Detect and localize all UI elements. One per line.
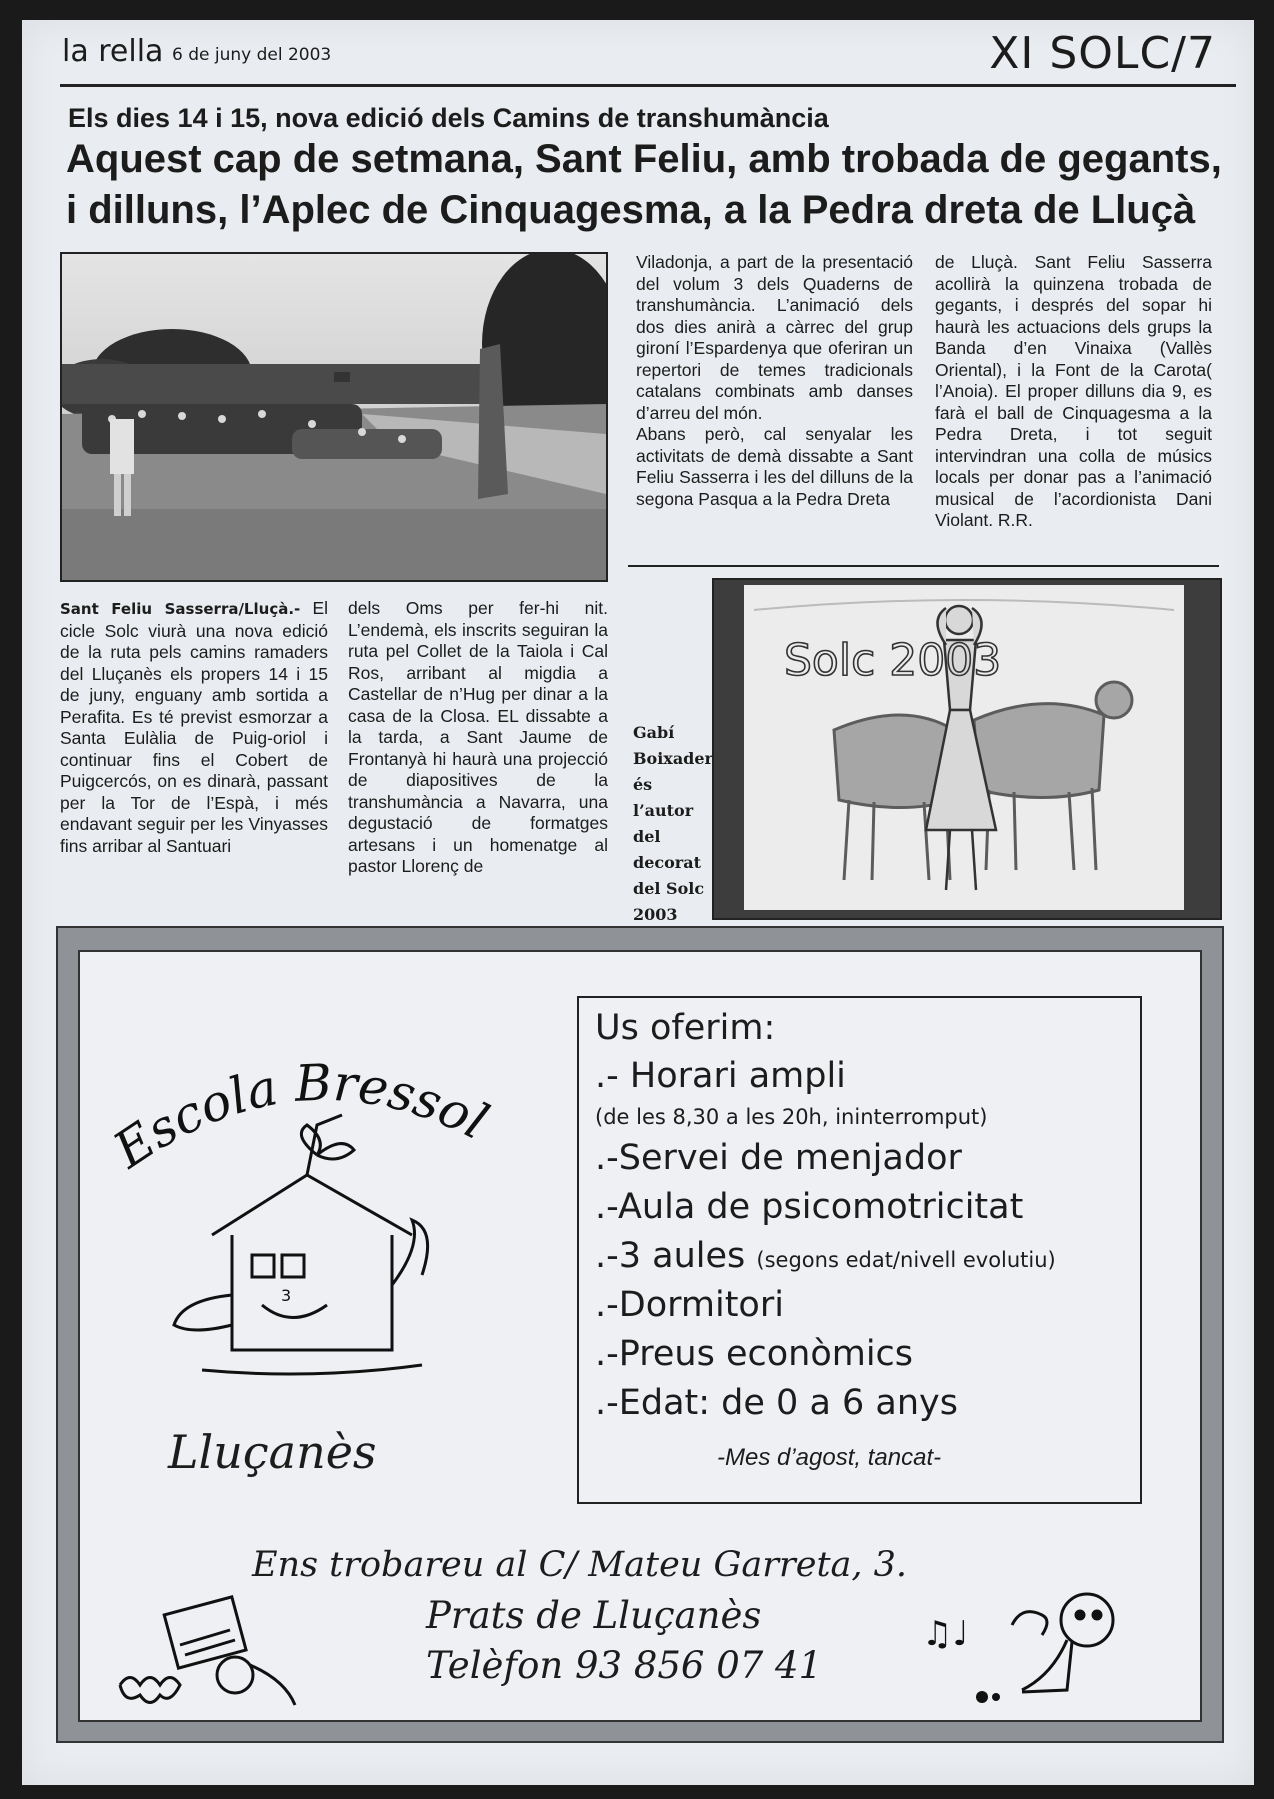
column-1-text: El cicle Solc viurà una nova edició de la ruta pels camins ramaders del Lluçanès els propers 14 i 15 de juny, enguany amb sortida a Perafita. Es té previst esmorzar a Santa Eulàlia de Puig-oriol i continuar fins el Cobert de Puigcercós, on es dinarà, passant per la Tor de l’Espà, i més endavant seguir per les Vinyasses fins arribar al Santuari bbox=[60, 598, 328, 856]
newspaper-page bbox=[22, 20, 1254, 1785]
offer-item: .-Dormitori bbox=[595, 1285, 784, 1325]
column-3-paragraph-2: Abans però, cal senyalar les activitats de demà dissabte a Sant Feliu Sasserra i les del dilluns de la segona Pasqua a la Pedra Dreta bbox=[636, 424, 913, 509]
offer-item: .- Horari ampli bbox=[595, 1056, 846, 1096]
offer-item: .-Aula de psicomotricitat bbox=[595, 1187, 1024, 1227]
article-column-2 bbox=[348, 598, 608, 878]
house-illustration bbox=[174, 1115, 428, 1374]
town-line: Prats de Lluçanès bbox=[426, 1594, 762, 1637]
publication-name: la rella bbox=[62, 34, 164, 69]
photo-caption: Gabí Boixader és l’autor del decorat del Solc 2003 bbox=[633, 723, 713, 924]
address-line: Ens trobareu al C/ Mateu Garreta, 3. bbox=[252, 1545, 908, 1585]
painting-text: Solc 2003 bbox=[784, 635, 1002, 686]
offer-heading: Us oferim: bbox=[595, 1008, 776, 1048]
phone-line: Telèfon 93 856 07 41 bbox=[426, 1644, 823, 1687]
article-column-4 bbox=[935, 252, 1212, 532]
column-2-text: dels Oms per fer-hi nit. L’endemà, els inscrits seguiran la ruta pel Collet de la Taiola i Cal Ros, arribant al migdia a Castellar de n’Hug per dinar a la casa de la Closa. EL dissabte a la tarda, a Sant Jaume de Frontanyà hi haurà una projecció de diapositives de la transhumància a Navarra, una degustació de formatges artesans i un homenatge al pastor Llorenç de bbox=[348, 598, 608, 876]
logo-subtitle: Lluçanès bbox=[168, 1425, 377, 1479]
singing-cartoon-icon bbox=[902, 1580, 1142, 1710]
offer-item: .-Servei de menjador bbox=[595, 1138, 962, 1178]
offer-item-main: .-3 aules bbox=[595, 1236, 746, 1276]
headline-line-1: Aquest cap de setmana, Sant Feliu, amb trobada de gegants, bbox=[66, 137, 1222, 181]
article-byline: Sant Feliu Sasserra/Lluçà.- bbox=[60, 600, 301, 618]
offer-item: .-Edat: de 0 a 6 anys bbox=[595, 1383, 958, 1423]
logo-title: Escola Bressol bbox=[103, 1053, 498, 1180]
offer-item: .-Preus econòmics bbox=[595, 1334, 914, 1374]
article-kicker: Els dies 14 i 15, nova edició dels Camins de transhumància bbox=[68, 103, 829, 133]
svg-text:Escola Bressol bbox=[103, 1054, 497, 1180]
article-column-3 bbox=[636, 252, 913, 510]
column-3-paragraph-1: Viladonja, a part de la presentació del volum 3 dels Quaderns de transhumància. L’animació dels dos dies anirà a càrrec del grup gironí l’Espardenya que oferiran un repertori de temes tradicionals catalans combinats amb danses d’arreu del món. bbox=[636, 252, 913, 423]
escola-bressol-logo bbox=[92, 1005, 562, 1385]
house-number: 3 bbox=[281, 1286, 292, 1305]
masthead-rule bbox=[60, 84, 1236, 87]
column-rule bbox=[628, 565, 1219, 567]
offer-item bbox=[595, 1236, 1056, 1276]
solc-painting-photo bbox=[712, 578, 1222, 920]
article-headline bbox=[66, 134, 1236, 236]
music-notes-icon: ♫♩ bbox=[922, 1614, 969, 1654]
gathering-photo bbox=[60, 252, 608, 582]
accordion-cartoon-icon bbox=[110, 1585, 350, 1715]
issue-date: 6 de juny del 2003 bbox=[172, 45, 332, 65]
offer-box bbox=[577, 996, 1142, 1504]
headline-line-2: i dilluns, l’Aplec de Cinquagesma, a la Pedra dreta de Lluçà bbox=[66, 188, 1196, 232]
column-4-text: de Lluçà. Sant Feliu Sasserra acollirà la quinzena trobada de gegants, i després del sopar hi haurà les actuacions dels grups la Banda d’en Vinaixa (Vallès Oriental), i la Font de la Carota( l’Anoia). El proper dilluns dia 9, es farà el ball de Cinquagesma a la Pedra Dreta, i tot seguit intervindran una colla de músics locals per donar pas a l’animació musical de l’acordionista Dani Violant. R.R. bbox=[935, 252, 1212, 530]
section-page-number: XI SOLC/7 bbox=[989, 28, 1216, 79]
closed-note: -Mes d’agost, tancat- bbox=[717, 1444, 942, 1471]
offer-item-note: (segons edat/nivell evolutiu) bbox=[756, 1248, 1056, 1272]
article-column-1 bbox=[60, 598, 328, 857]
offer-note: (de les 8,30 a les 20h, ininterromput) bbox=[595, 1105, 988, 1129]
